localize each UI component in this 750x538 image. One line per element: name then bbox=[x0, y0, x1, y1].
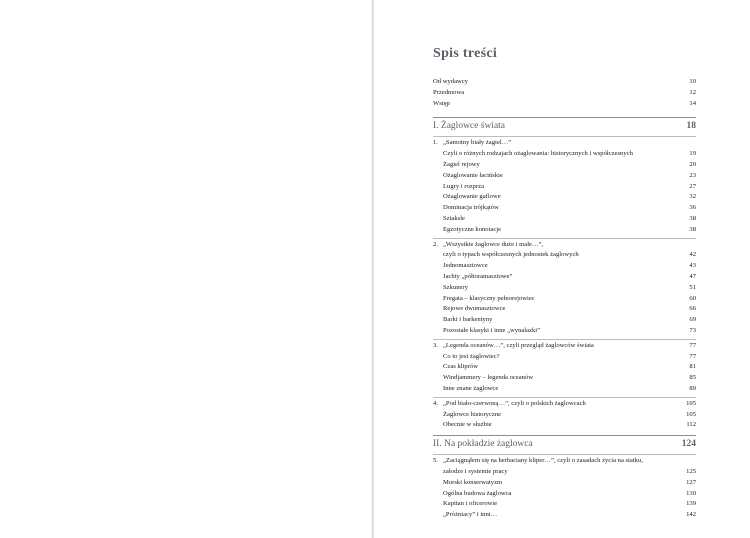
toc-section-entry[interactable] bbox=[433, 261, 696, 272]
toc-section-entry[interactable] bbox=[433, 410, 696, 421]
toc-section-entry[interactable] bbox=[433, 499, 696, 510]
toc-entry-page: 105 bbox=[686, 410, 696, 418]
chapter-divider bbox=[433, 238, 696, 239]
toc-section-entry[interactable] bbox=[433, 352, 696, 363]
toc-part-heading[interactable] bbox=[433, 120, 696, 134]
toc-entry-label: „Próżniacy” i inni… bbox=[443, 511, 498, 519]
toc-entry-page: 47 bbox=[689, 272, 696, 280]
toc-entry-page: 81 bbox=[689, 363, 696, 371]
toc-front-entry[interactable] bbox=[433, 99, 696, 110]
toc-entry-label: Żaglowce historyczne bbox=[443, 410, 502, 418]
toc-section-entry[interactable] bbox=[433, 420, 696, 431]
toc-entry-page: 125 bbox=[686, 467, 696, 475]
toc-entry-page: 66 bbox=[689, 305, 696, 313]
chapter-title: „Pod biało-czerwoną…”, czyli o polskich żaglowcach bbox=[443, 399, 586, 407]
chapter-title: „Zaciągnąłem się na herbaciany kliper…”, czyli o zasadach życia na statku, bbox=[443, 457, 643, 465]
part-divider bbox=[433, 117, 696, 118]
left-page bbox=[0, 0, 372, 538]
toc-entry-page: 73 bbox=[689, 326, 696, 334]
toc-section-entry[interactable] bbox=[433, 384, 696, 395]
toc-section-entry[interactable] bbox=[433, 214, 696, 225]
toc-entry-label: Morski konserwatyzm bbox=[443, 478, 503, 486]
toc-section-entry[interactable] bbox=[433, 283, 696, 294]
chapter-number: 3. bbox=[433, 341, 438, 349]
toc-entry-label: Fregata – klasyczny pełnorejowiec bbox=[443, 294, 535, 302]
page-title: Spis treści bbox=[433, 46, 498, 61]
toc-section-entry[interactable] bbox=[433, 373, 696, 384]
toc-entry-page: 69 bbox=[689, 316, 696, 324]
toc-chapter-entry[interactable] bbox=[433, 456, 696, 467]
chapter-number: 2. bbox=[433, 240, 438, 248]
toc-entry-label: Inne znane żaglowce bbox=[443, 384, 499, 392]
toc-entry-page: 130 bbox=[686, 489, 696, 497]
toc-section-entry[interactable] bbox=[433, 294, 696, 305]
toc-entry-label: Od wydawcy bbox=[433, 78, 468, 85]
part-title: I. Żaglowce świata bbox=[433, 121, 506, 132]
toc-entry-page: 36 bbox=[689, 204, 696, 212]
part-page: 124 bbox=[681, 439, 696, 450]
toc-entry-label: Szkunery bbox=[443, 283, 468, 291]
toc-entry-page: 105 bbox=[686, 399, 696, 407]
chapter-divider bbox=[433, 339, 696, 340]
chapter-number: 4. bbox=[433, 399, 438, 407]
toc-chapter-continuation[interactable] bbox=[433, 149, 696, 160]
toc-entry-page: 10 bbox=[689, 78, 696, 85]
toc-section-entry[interactable] bbox=[433, 362, 696, 373]
toc-section-entry[interactable] bbox=[433, 203, 696, 214]
toc-entry-page: 139 bbox=[686, 500, 696, 508]
toc-front-entry[interactable] bbox=[433, 77, 696, 88]
toc-entry-page: 12 bbox=[689, 88, 696, 96]
toc-entry-page: 38 bbox=[689, 225, 696, 233]
toc-entry-label: Co to jest żaglowiec? bbox=[443, 352, 500, 360]
toc-chapter-entry[interactable] bbox=[433, 240, 696, 251]
part-title: II. Na pokładzie żaglowca bbox=[433, 439, 533, 450]
toc-entry-page: 77 bbox=[689, 352, 696, 360]
toc-section-entry[interactable] bbox=[433, 272, 696, 283]
toc-entry-label: Czas kliprów bbox=[443, 363, 478, 371]
toc-section-entry[interactable] bbox=[433, 326, 696, 337]
toc-section-entry[interactable] bbox=[433, 489, 696, 500]
toc-entry-page: 43 bbox=[689, 262, 696, 270]
toc-entry-label: Przedmowa bbox=[433, 88, 465, 96]
chapter-subtitle: czyli o typach współczesnych jednostek żaglowych bbox=[443, 251, 579, 259]
toc-entry-page: 32 bbox=[689, 193, 696, 201]
toc-entry-page: 77 bbox=[689, 341, 696, 349]
toc-entry-label: Jednomasztowce bbox=[443, 262, 488, 270]
part-page: 18 bbox=[686, 121, 696, 132]
chapter-divider bbox=[433, 397, 696, 398]
toc-entry-label: Egzotyczne konotacje bbox=[443, 225, 502, 233]
toc-section-entry[interactable] bbox=[433, 182, 696, 193]
table-of-contents bbox=[433, 77, 696, 521]
toc-entry-page: 19 bbox=[689, 150, 696, 158]
toc-section-entry[interactable] bbox=[433, 315, 696, 326]
toc-entry-label: Ożaglowanie łacińskie bbox=[443, 171, 503, 179]
chapter-title-line bbox=[433, 240, 543, 251]
part-divider bbox=[433, 435, 696, 436]
right-page bbox=[374, 0, 750, 538]
toc-section-entry[interactable] bbox=[433, 478, 696, 489]
toc-entry-page: 14 bbox=[689, 99, 696, 107]
toc-entry-label: Barki i barkentyny bbox=[443, 316, 493, 324]
toc-part-heading[interactable] bbox=[433, 438, 696, 452]
toc-entry-page: 85 bbox=[689, 374, 696, 382]
chapter-title-line bbox=[433, 399, 586, 410]
toc-section-entry[interactable] bbox=[433, 171, 696, 182]
chapter-divider bbox=[433, 136, 696, 137]
toc-chapter-entry[interactable] bbox=[433, 138, 696, 149]
toc-entry-page: 127 bbox=[686, 478, 696, 486]
toc-entry-label: Żagiel rejowy bbox=[443, 160, 480, 168]
toc-chapter-entry[interactable] bbox=[433, 341, 696, 352]
toc-entry-label: Kapitan i oficerowie bbox=[443, 500, 498, 508]
toc-entry-page: 42 bbox=[689, 251, 696, 259]
toc-section-entry[interactable] bbox=[433, 304, 696, 315]
toc-entry-page: 27 bbox=[689, 182, 696, 190]
chapter-number: 1. bbox=[433, 139, 438, 147]
toc-section-entry[interactable] bbox=[433, 192, 696, 203]
chapter-number: 5. bbox=[433, 457, 438, 465]
toc-entry-page: 38 bbox=[689, 214, 696, 222]
toc-chapter-entry[interactable] bbox=[433, 399, 696, 410]
toc-entry-label: Obecnie w służbie bbox=[443, 421, 492, 429]
chapter-subtitle: Czyli o różnych rodzajach ożaglowania: historycznych i współczesnych bbox=[443, 150, 633, 158]
toc-section-entry[interactable] bbox=[433, 510, 696, 521]
toc-entry-label: Wstęp bbox=[433, 99, 450, 107]
toc-entry-label: Ożaglowanie gaflowe bbox=[443, 193, 501, 201]
toc-entry-label: Sztaksle bbox=[443, 214, 465, 222]
chapter-title-line bbox=[433, 341, 594, 352]
toc-entry-label: Pozostałe klasyki i inne „wynalazki” bbox=[443, 326, 541, 334]
toc-entry-page: 112 bbox=[686, 421, 696, 429]
toc-chapter-continuation[interactable] bbox=[433, 467, 696, 478]
toc-entry-page: 23 bbox=[689, 171, 696, 179]
toc-entry-page: 51 bbox=[689, 283, 696, 291]
toc-entry-label: Ogólna budowa żaglowca bbox=[443, 489, 512, 497]
toc-entry-label: Dominacja trójkątów bbox=[443, 204, 499, 212]
chapter-title-line bbox=[433, 138, 511, 149]
toc-entry-page: 89 bbox=[689, 384, 696, 392]
toc-entry-page: 142 bbox=[686, 511, 696, 519]
chapter-title: „Wszystkie żaglowce duże i małe…”, bbox=[443, 240, 544, 248]
toc-entry-label: Windjammery – legenda oceanów bbox=[443, 374, 533, 382]
chapter-title-line bbox=[433, 456, 643, 467]
toc-section-entry[interactable] bbox=[433, 225, 696, 236]
toc-entry-label: Rejowe dwumasztowce bbox=[443, 305, 506, 313]
chapter-divider bbox=[433, 454, 696, 455]
chapter-title: „Legenda oceanów…”, czyli przegląd żaglowców świata bbox=[443, 341, 594, 349]
toc-entry-page: 20 bbox=[689, 160, 696, 168]
chapter-subtitle: załodze i systemie pracy bbox=[443, 467, 508, 475]
chapter-title: „Samotny biały żagiel…” bbox=[443, 139, 512, 147]
toc-entry-label: Lugry i rozprza bbox=[443, 182, 485, 190]
toc-chapter-continuation[interactable] bbox=[433, 250, 696, 261]
toc-front-entry[interactable] bbox=[433, 88, 696, 99]
toc-entry-page: 60 bbox=[689, 294, 696, 302]
toc-entry-label: Jachty „półtoramasztowe” bbox=[443, 272, 513, 280]
spacer bbox=[433, 109, 696, 113]
toc-section-entry[interactable] bbox=[433, 160, 696, 171]
